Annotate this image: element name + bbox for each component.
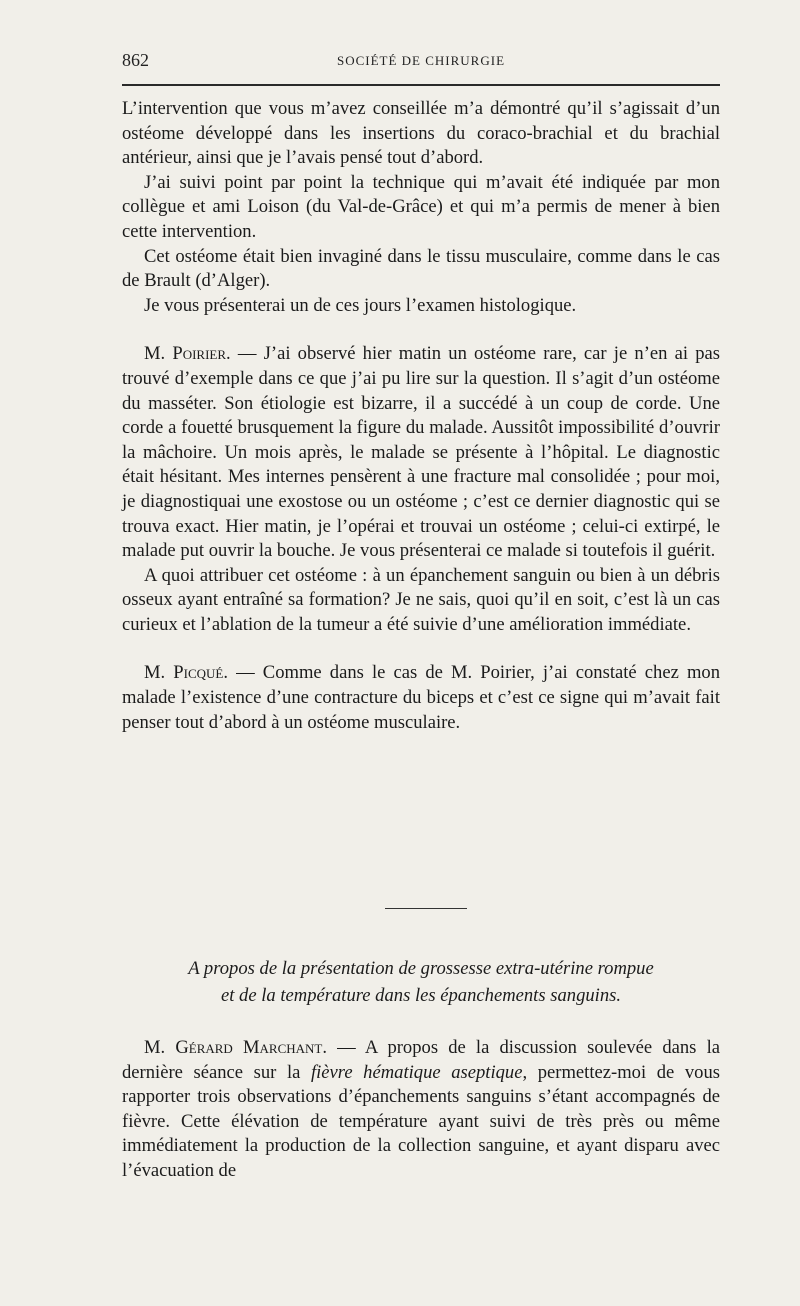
- header-rule: [122, 84, 720, 86]
- page-number: 862: [122, 50, 149, 70]
- section-title-line: A propos de la présentation de grossesse extra-utérine rompue: [188, 958, 654, 979]
- paragraph: L’intervention que vous m’avez conseillée m’a démontré qu’il s’agissait d’un ostéome développé dans les insertions du coraco-brachial et du brachial antérieur, ainsi que je l’avais pensé tout d’abord.: [122, 98, 720, 169]
- body-text: [122, 97, 720, 735]
- speech-picque: [122, 661, 720, 735]
- paragraph: A quoi attribuer cet ostéome : à un épanchement sanguin ou bien à un débris osseux ayant entraîné sa formation? Je ne sais, quoi qu’il en soit, c’est là un cas curieux et l’ablation de la tumeur a été suivie d’une amélioration immédiate.: [122, 564, 720, 635]
- speech-text: — J’ai observé hier matin un ostéome rare, car je n’en ai pas trouvé d’exemple dans ce que j’ai pu lire sur la question. Il s’agit d’un ostéome du masséter. Son étiologie est bizarre, il a succédé à un coup de corde. Une corde a fouetté brusquement la figure du malade. Aussitôt impossibilité d’ouvrir la mâchoire. Un mois après, le malade se présente à l’hôpital. Le diagnostic était hésitant. Mes internes pensèrent à une fracture mal consolidée ; pour moi, je diagnostiquai une exostose ou un ostéome ; c’est ce dernier diagnostic qui se trouva exact. Hier matin, je l’opérai et trouvai un ostéome ; celui-ci extirpé, le malade put ouvrir la bouche. Je vous présenterai ce malade si toutefois il guérit.: [122, 343, 720, 562]
- speaker-name: M. Poirier.: [144, 343, 231, 365]
- italic-term: fièvre hématique aseptique: [310, 1061, 523, 1083]
- section-title: [122, 955, 720, 1009]
- body-text-2: [122, 1036, 720, 1184]
- speech-marchant: [122, 1036, 720, 1184]
- section-separator: [385, 908, 467, 909]
- speaker-name: M. Picqué.: [144, 662, 228, 684]
- speech-poirier: [122, 342, 720, 563]
- speech-text: , permettez-moi de vous rapporter trois observations d’épanchements sanguins s’étant accompagnés de fièvre. Cette élévation de température ayant suivi de très près ou même immédiatement la production de la collection sanguine, et ayant disparu avec l’évacuation de: [122, 1061, 720, 1181]
- page-header: [122, 44, 720, 74]
- paragraph: Je vous présenterai un de ces jours l’examen histologique.: [144, 294, 577, 316]
- section-title-line: et de la température dans les épanchements sanguins.: [220, 985, 622, 1006]
- paragraph: Cet ostéome était bien invaginé dans le tissu musculaire, comme dans le cas de Brault (d’Alger).: [122, 245, 720, 292]
- speaker-name: M. Gérard Marchant.: [144, 1037, 327, 1058]
- speech-text: — Comme dans le cas de M. Poirier, j’ai constaté chez mon malade l’existence d’une contracture du biceps et c’est ce signe qui m’avait fait penser tout d’abord à un ostéome musculaire.: [122, 662, 720, 733]
- paragraph: J’ai suivi point par point la technique qui m’avait été indiquée par mon collègue et ami Loison (du Val-de-Grâce) et qui m’a permis de mener à bien cette intervention.: [122, 171, 720, 242]
- speech-text: — A propos de la discussion soulevée dans la dernière séance sur la: [122, 1037, 720, 1083]
- running-head: SOCIÉTÉ DE CHIRURGIE: [336, 53, 506, 68]
